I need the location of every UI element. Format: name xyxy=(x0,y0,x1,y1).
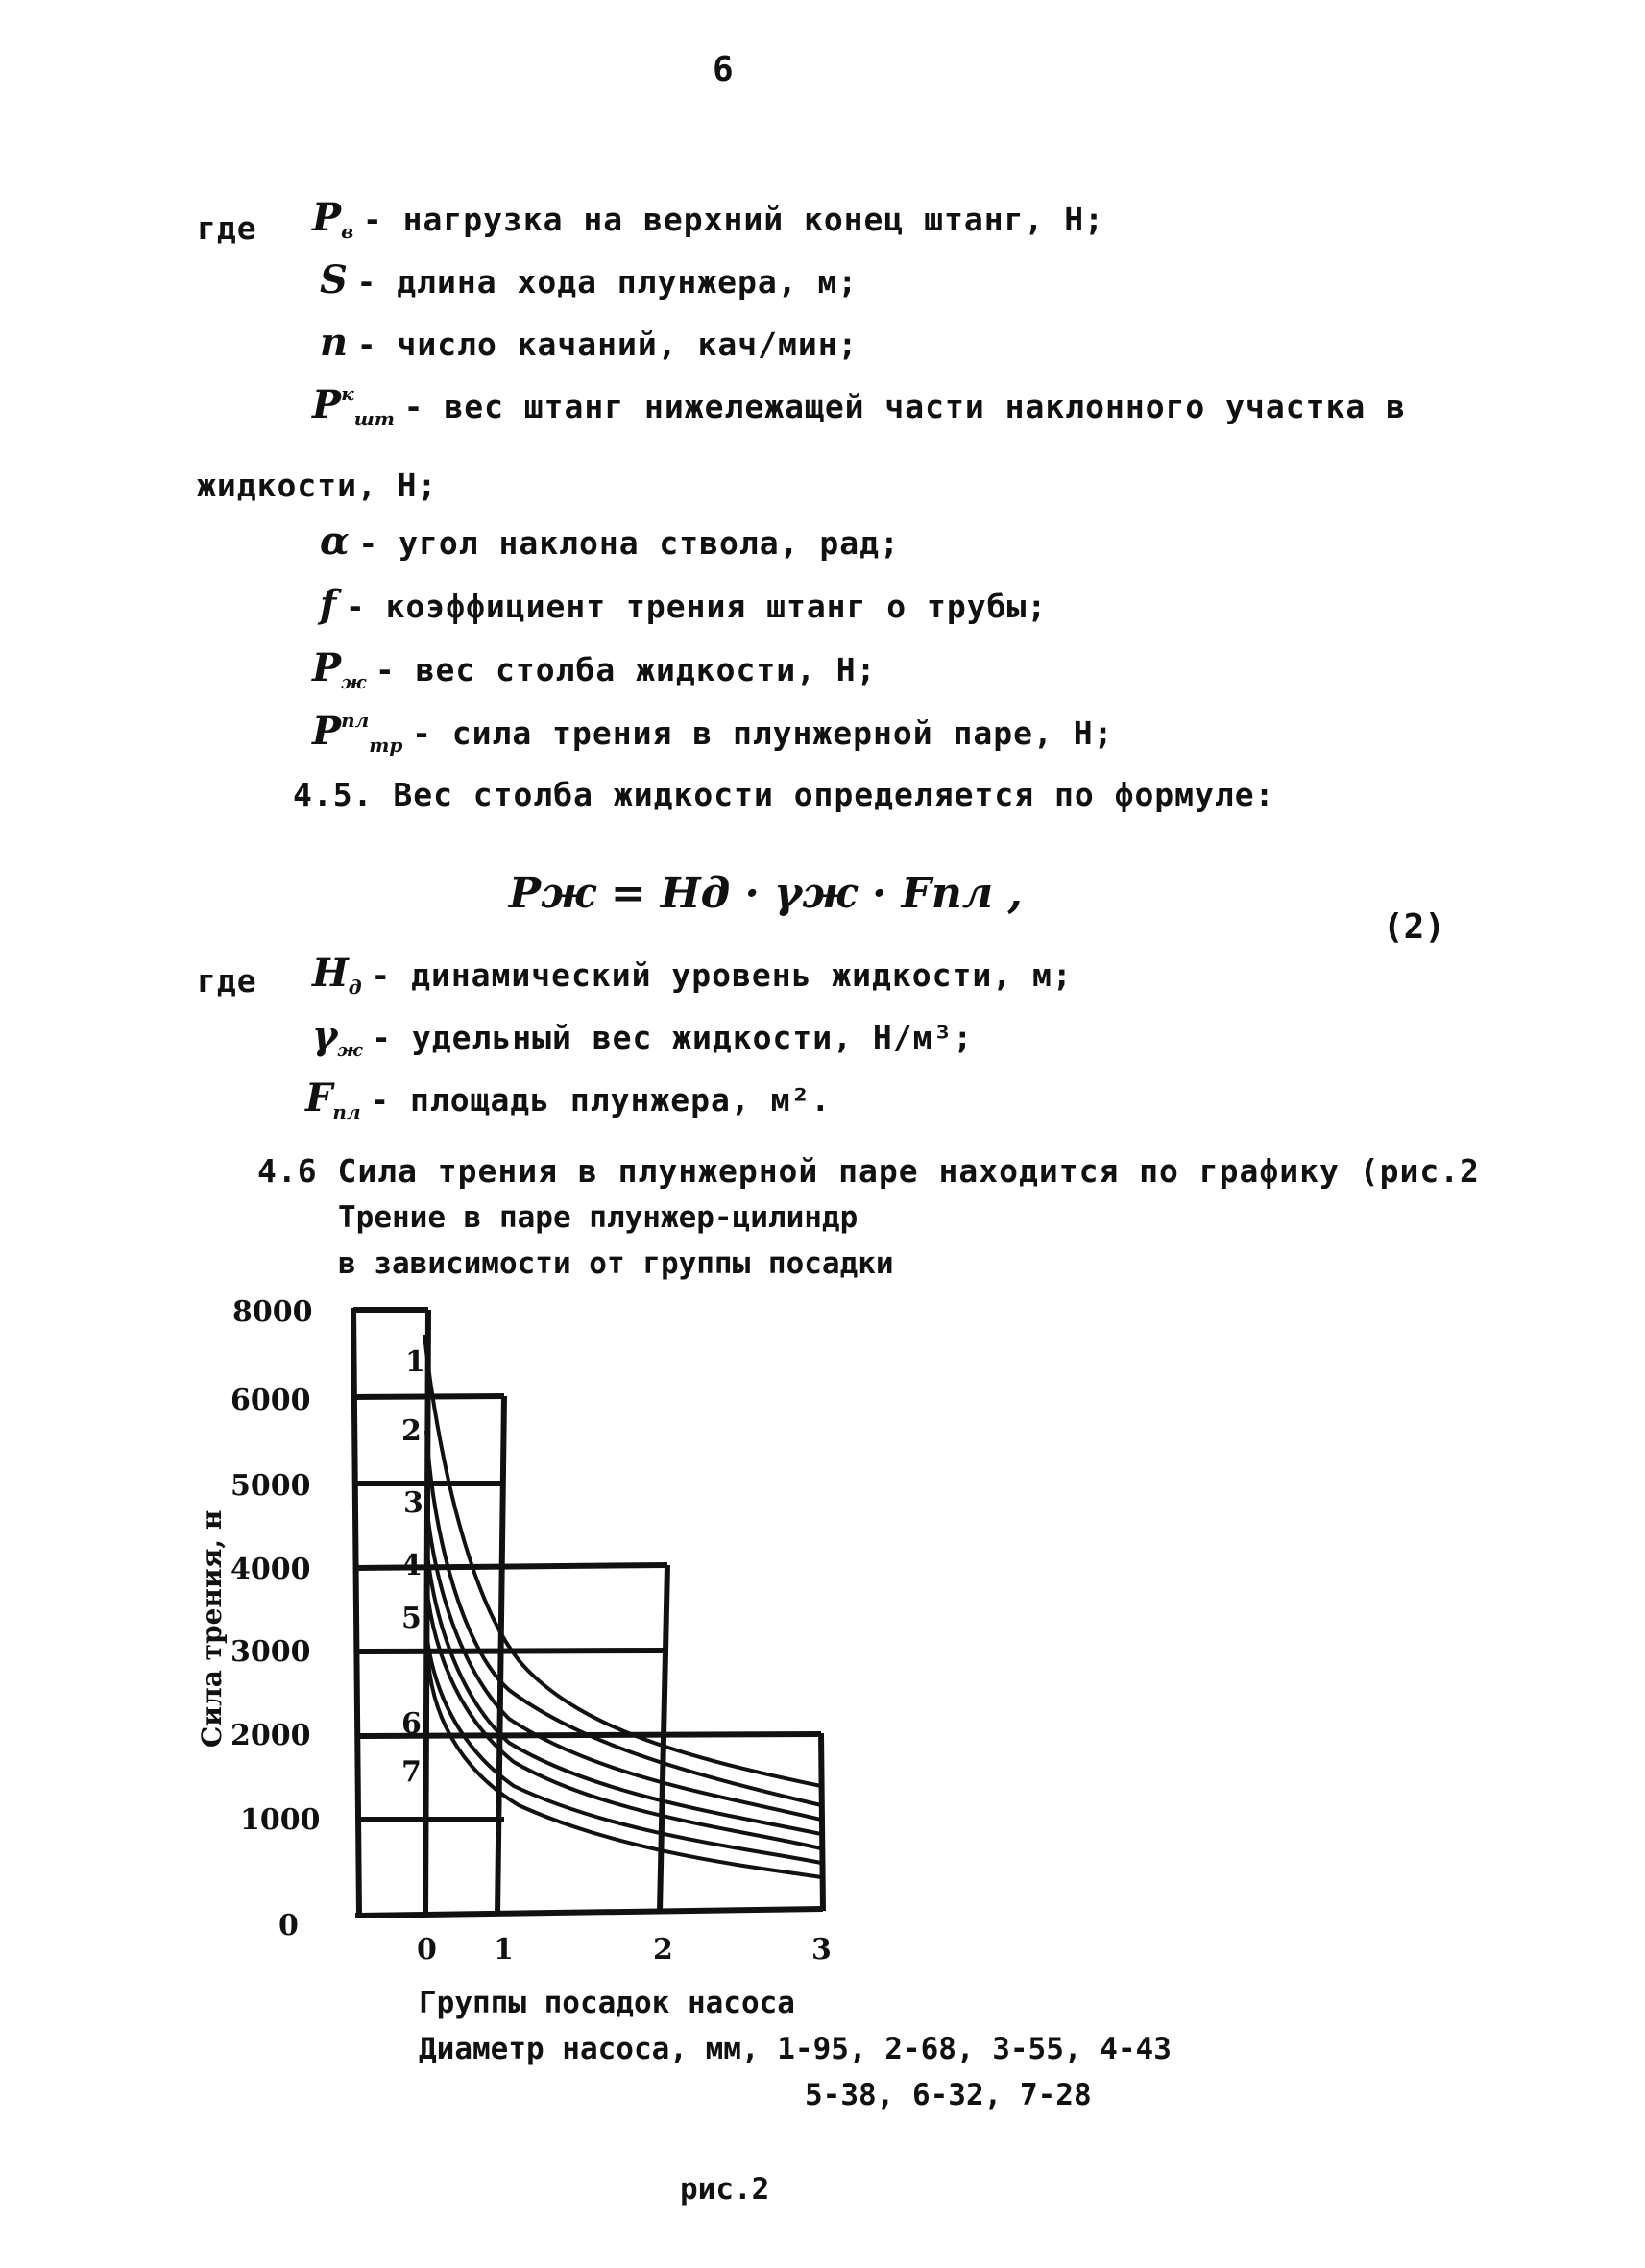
symbol: γ xyxy=(312,1013,338,1058)
definition-text: - динамический уровень жидкости, м; xyxy=(371,956,1073,994)
symbol: S xyxy=(320,257,348,302)
symbol-subscript: ж xyxy=(341,670,367,693)
curve-1 xyxy=(424,1335,821,1786)
definition-text: - нагрузка на верхний конец штанг, Н; xyxy=(362,201,1104,238)
diameter-caption-line-2: 5-38, 6-32, 7-28 xyxy=(805,2078,1092,2112)
def-row-dynamic-level xyxy=(312,951,1073,999)
symbol-superscript: пл xyxy=(341,709,370,732)
def-row-fluid-weight xyxy=(312,645,877,693)
symbol: n xyxy=(320,320,349,365)
y-axis-label: Сила трения, н xyxy=(196,1509,228,1748)
friction-chart xyxy=(182,1296,874,1968)
y-tick-2000: 2000 xyxy=(230,1719,311,1752)
def-row-load xyxy=(312,195,1104,243)
section-4-6-text: 4.6 Сила трения в плунжерной паре находится по графику (рис.2 xyxy=(257,1152,1480,1190)
curve-label-7: 7 xyxy=(401,1755,422,1789)
symbol-subscript: пл xyxy=(332,1100,361,1123)
y-tick-8000: 8000 xyxy=(232,1296,313,1329)
def-row-specific-weight xyxy=(312,1013,973,1061)
symbol-subscript: тр xyxy=(369,734,403,757)
figure-title-line-1: Трение в паре плунжер-цилиндр xyxy=(338,1200,859,1235)
definition-text: - сила трения в плунжерной паре, Н; xyxy=(412,714,1114,752)
symbol: P xyxy=(312,195,342,240)
definition-text: - удельный вес жидкости, Н/м³; xyxy=(372,1019,974,1056)
def-row-strokes-per-min xyxy=(320,320,858,365)
def-row-plunger-area xyxy=(305,1075,831,1123)
page-number: 6 xyxy=(713,50,734,89)
curve-label-4: 4 xyxy=(401,1549,422,1582)
x-tick-3: 3 xyxy=(811,1933,832,1966)
definition-text: - угол наклона ствола, рад; xyxy=(358,524,900,562)
figure-title-line-2: в зависимости от группы посадки xyxy=(338,1246,894,1281)
chart-grid xyxy=(353,1308,823,1916)
y-tick-5000: 5000 xyxy=(230,1469,311,1503)
y-tick-1000: 1000 xyxy=(240,1803,321,1837)
definition-text: - длина хода плунжера, м; xyxy=(356,263,859,301)
x-tick-1: 1 xyxy=(494,1933,514,1966)
definition-text: - число качаний, кач/мин; xyxy=(356,326,859,363)
def-row-rod-weight xyxy=(312,382,1406,430)
def-row-angle xyxy=(320,519,900,564)
curve-label-3: 3 xyxy=(403,1486,423,1520)
symbol-subscript: шт xyxy=(353,407,395,430)
def-row-friction-coef xyxy=(320,582,1047,627)
symbol: H xyxy=(312,951,349,996)
definition-text: - коэффициент трения штанг о трубы; xyxy=(345,588,1048,625)
symbol: F xyxy=(305,1075,333,1121)
x-tick-labels xyxy=(417,1933,832,1966)
figure-label: рис.2 xyxy=(680,2172,770,2207)
x-tick-0: 0 xyxy=(417,1933,437,1966)
where-label-2: где xyxy=(197,962,257,1000)
curve-label-5: 5 xyxy=(401,1602,422,1635)
definition-text: - площадь плунжера, м². xyxy=(370,1081,832,1119)
def-row-continuation: жидкости, Н; xyxy=(197,467,438,504)
symbol: P xyxy=(312,382,342,427)
formula-2: Pж = Hд · γж · Fпл , xyxy=(509,869,1023,918)
definition-text: - вес столба жидкости, Н; xyxy=(375,651,877,688)
chart-curves xyxy=(424,1335,821,1877)
x-axis-caption: Группы посадок насоса xyxy=(419,1986,795,2020)
diameter-caption-line-1: Диаметр насоса, мм, 1-95, 2-68, 3-55, 4-43 xyxy=(419,2032,1172,2066)
symbol-superscript: к xyxy=(341,382,354,405)
definition-text: - вес штанг нижележащей части наклонного участка в xyxy=(403,388,1406,425)
curve-label-1: 1 xyxy=(405,1345,425,1379)
symbol: f xyxy=(320,582,337,627)
curve-label-2: 2 xyxy=(401,1414,422,1448)
y-tick-labels xyxy=(230,1296,321,1942)
symbol: P xyxy=(312,645,342,690)
curve-2 xyxy=(426,1431,821,1805)
section-4-5-text: 4.5. Вес столба жидкости определяется по формуле: xyxy=(293,776,1275,813)
curve-label-6: 6 xyxy=(401,1707,422,1741)
def-row-plunger-friction xyxy=(312,709,1113,757)
y-tick-0: 0 xyxy=(278,1909,299,1942)
def-row-stroke xyxy=(320,257,858,302)
y-tick-4000: 4000 xyxy=(230,1553,311,1586)
symbol-subscript: в xyxy=(341,220,354,243)
where-label: где xyxy=(197,209,257,247)
symbol-subscript: д xyxy=(348,976,362,999)
x-tick-2: 2 xyxy=(653,1933,673,1966)
symbol: α xyxy=(320,519,350,564)
symbol-subscript: ж xyxy=(337,1038,363,1061)
y-tick-3000: 3000 xyxy=(230,1635,311,1669)
y-tick-6000: 6000 xyxy=(230,1384,311,1417)
equation-number: (2) xyxy=(1383,907,1446,947)
symbol: P xyxy=(312,709,342,754)
